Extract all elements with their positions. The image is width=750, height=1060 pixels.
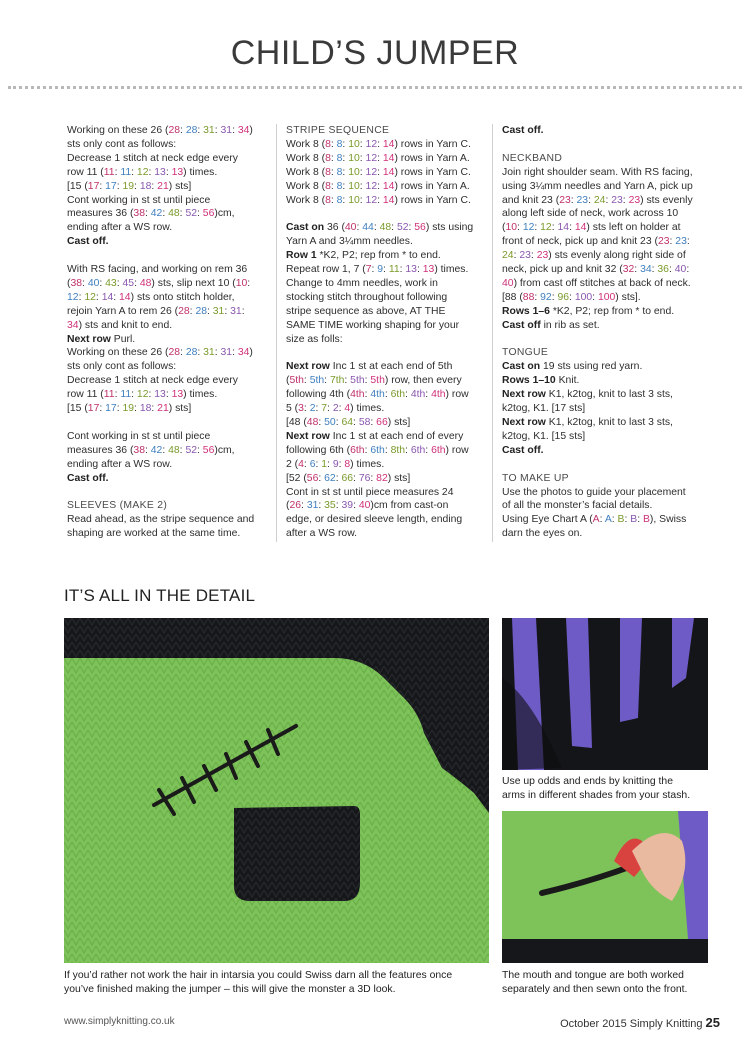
page-title: CHILD’S JUMPER — [230, 34, 520, 72]
column-divider — [492, 124, 493, 542]
column-divider — [276, 124, 277, 542]
arms-photo-caption: Use up odds and ends by knitting the arms in different shades from your stash. — [502, 776, 691, 801]
pattern-column-1: Working on these 26 (28: 28: 31: 31: 34) sts only cont as follows: Decrease 1 stitch at neck edge every row 11 (11: 11: 12: 13: 13) times. [15 (17: 17: 19: 18: 21) sts] Cont working in st st until piece measures 36 (38: 42: 48: 52: 56)cm, ending after a WS row. Cast off. With RS facing, and working on rem 36 (38: 40: 43: 45: 48) sts, slip next 10 (10: 12: 12: 14: 14) sts onto stitch holder, rejoin Yarn A to rem 26 (28: 28: 31: 31: 34) sts and knit to end. Next row Purl. Working on these 26 (28: 28: 31: 31: 34) sts only cont as follows: Decrease 1 stitch at neck edge every row 11 (11: 11: 12: 13: 13) times. [15 (17: 17: 19: 18: 21) sts] Cont working in st st until piece measures 36 (38: 42: 48: 52: 56)cm, ending after a WS row. Cast off. SLEEVES (MAKE 2) Read ahead, as the stripe sequence and shaping are worked at the same time. — [67, 124, 267, 541]
footer-website-link[interactable]: www.simplyknitting.co.uk — [64, 1016, 175, 1027]
mouth-photo-caption: The mouth and tongue are both worked separately and then sewn onto the front. — [502, 970, 688, 995]
issue-label: October 2015 Simply Knitting — [560, 1018, 703, 1030]
mouth-tongue-photo — [502, 811, 708, 963]
striped-arms-photo — [502, 618, 708, 770]
dotted-divider — [8, 86, 742, 89]
detail-section-title: IT’S ALL IN THE DETAIL — [64, 586, 256, 605]
pattern-column-2: STRIPE SEQUENCE Work 8 (8: 8: 10: 12: 14) rows in Yarn C. Work 8 (8: 8: 10: 12: 14) rows in Yarn A. Work 8 (8: 8: 10: 12: 14) rows in Yarn C. Work 8 (8: 8: 10: 12: 14) rows in Yarn A. Work 8 (8: 8: 10: 12: 14) rows in Yarn C. Cast on 36 (40: 44: 48: 52: 56) sts using Yarn A and 3¼mm needles. Row 1 *K2, P2; rep from * to end. Repeat row 1, 7 (7: 9: 11: 13: 13) times. Change to 4mm needles, work in stocking stitch throughout following stripe sequence as above, AT THE SAME TIME working shaping for your size as folls: Next row Inc 1 st at each end of 5th (5th: 5th: 7th: 5th: 5th) row, then every following 4th (4th: 4th: 6th: 4th: 4th) row 5 (3: 2: 7: 2: 4) times. [48 (48: 50: 64: 58: 66) sts] Next row Inc 1 st at each end of every following 6th (6th: 6th: 8th: 6th: 6th) row 2 (4: 6: 1: 9: 8) times. [52 (56: 62: 66: 76: 82) sts] Cont in st st until piece measures 24 (26: 31: 35: 39: 40)cm from cast-on edge, or desired sleeve length, ending after a WS row. — [286, 124, 482, 541]
main-photo-caption: If you’d rather not work the hair in intarsia you could Swiss darn all the features once you’ve finished making the jumper – this will give the monster a 3D look. — [64, 970, 453, 995]
section-heading: SLEEVES (MAKE 2) — [67, 500, 168, 512]
section-heading: STRIPE SEQUENCE — [286, 125, 390, 136]
section-heading: NECKBAND — [502, 152, 563, 164]
footer-issue — [560, 1015, 720, 1030]
page-number: 25 — [705, 1015, 720, 1030]
section-heading: TONGUE — [502, 347, 549, 359]
pattern-column-3: Cast off. NECKBAND Join right shoulder seam. With RS facing, using 3¼mm needles and Yarn A, pick up and knit 23 (23: 23: 24: 23: 23) sts evenly along left side of neck, work across 10 (10: 12: 12: 14: 14) sts left on holder at front of neck, pick up and knit 23 (23: 23: 24: 23: 23) sts evenly along right side of neck, pick up and knit 32 (32: 34: 36: 40: 40) from cast off stitches at back of neck. [88 (88: 92: 96: 100: 100) sts]. Rows 1–6 *K2, P2; rep from * to end. Cast off in rib as set. TONGUE Cast on 19 sts using red yarn. Rows 1–10 Knit. Next row K1, k2tog, knit to last 3 sts, k2tog, K1. [17 sts] Next row K1, k2tog, knit to last 3 sts, k2tog, K1. [15 sts] Cast off. TO MAKE UP Use the photos to guide your placement of all the monster’s facial details. Using Eye Chart A (A: A: B: B: B), Swiss darn the eyes on. — [502, 124, 712, 541]
monster-face-photo — [64, 618, 489, 963]
section-heading: TO MAKE UP — [502, 472, 569, 484]
